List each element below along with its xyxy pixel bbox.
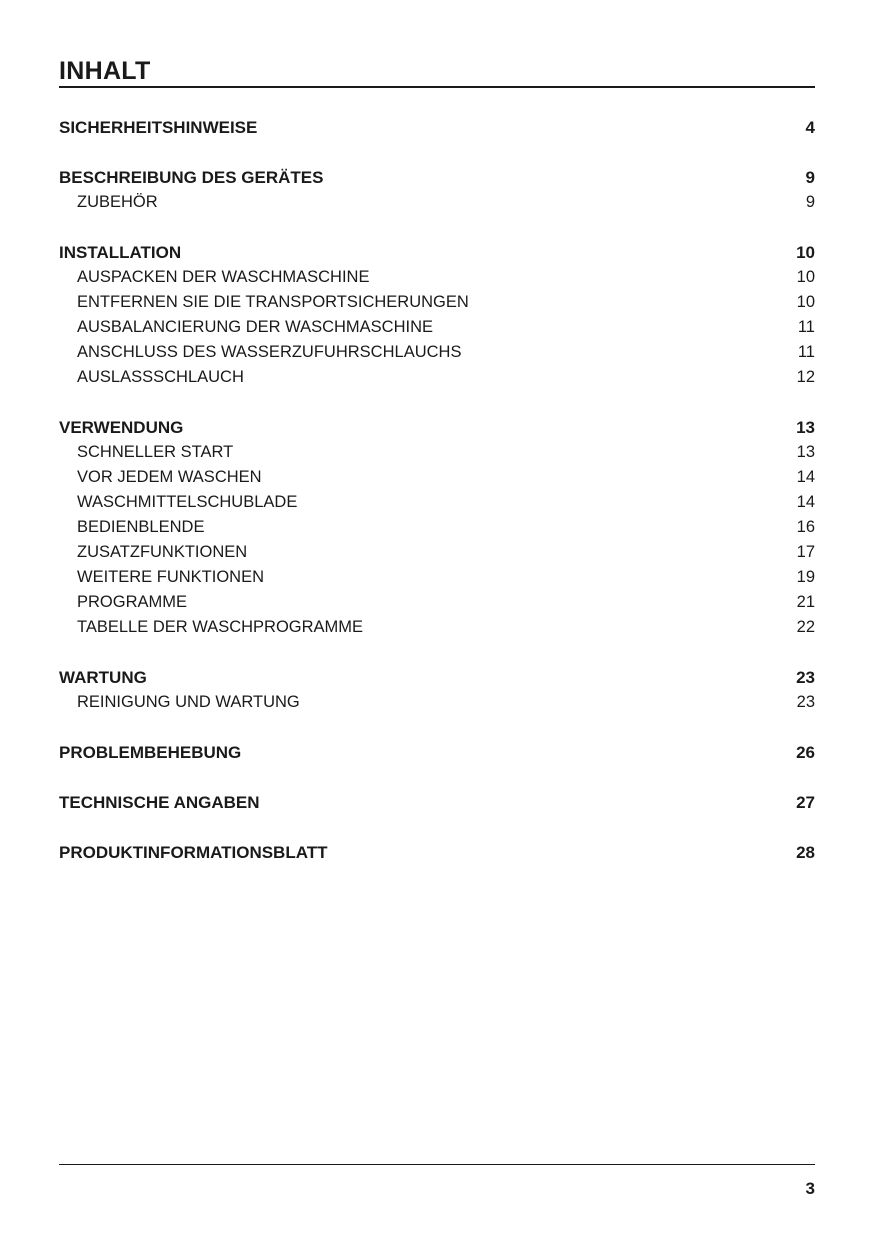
table-of-contents (59, 115, 815, 865)
toc-entry-page-number: 13 (796, 443, 815, 461)
footer-divider (59, 1164, 815, 1165)
toc-entry-label: REINIGUNG UND WARTUNG (77, 693, 300, 711)
toc-subsection-entry[interactable] (59, 440, 815, 465)
title-divider (59, 86, 815, 88)
toc-entry-page-number: 27 (796, 793, 815, 812)
toc-entry-page-number: 19 (796, 568, 815, 586)
toc-entry-page-number: 23 (796, 668, 815, 687)
toc-entry-label: ANSCHLUSS DES WASSERZUFUHRSCHLAUCHS (77, 343, 462, 361)
toc-entry-label: SCHNELLER START (77, 443, 234, 461)
toc-subsection-entry[interactable] (59, 515, 815, 540)
toc-subsection-entry[interactable] (59, 340, 815, 365)
toc-section-entry[interactable] (59, 165, 815, 190)
toc-section-entry[interactable] (59, 840, 815, 865)
toc-subsection-entry[interactable] (59, 690, 815, 715)
toc-entry-label: PRODUKTINFORMATIONSBLATT (59, 843, 328, 862)
toc-entry-page-number: 23 (796, 693, 815, 711)
toc-entry-page-number: 12 (796, 368, 815, 386)
toc-entry-page-number: 17 (796, 543, 815, 561)
toc-subsection-entry[interactable] (59, 590, 815, 615)
toc-entry-page-number: 22 (796, 618, 815, 636)
toc-entry-label: TECHNISCHE ANGABEN (59, 793, 260, 812)
toc-entry-page-number: 13 (796, 418, 815, 437)
toc-subsection-entry[interactable] (59, 190, 815, 215)
toc-section-entry[interactable] (59, 665, 815, 690)
toc-entry-label: PROBLEMBEHEBUNG (59, 743, 242, 762)
page-number: 3 (805, 1179, 815, 1198)
toc-entry-page-number: 10 (796, 243, 815, 262)
toc-entry-page-number: 26 (796, 743, 815, 762)
toc-entry-page-number: 21 (796, 593, 815, 611)
toc-entry-label: ZUSATZFUNKTIONEN (77, 543, 248, 561)
toc-subsection-entry[interactable] (59, 365, 815, 390)
toc-entry-page-number: 10 (796, 293, 815, 311)
toc-entry-label: ENTFERNEN SIE DIE TRANSPORTSICHERUNGEN (77, 293, 469, 311)
toc-entry-label: TABELLE DER WASCHPROGRAMME (77, 618, 364, 636)
toc-entry-label: AUSPACKEN DER WASCHMASCHINE (77, 268, 370, 286)
toc-subsection-entry[interactable] (59, 490, 815, 515)
toc-entry-label: WEITERE FUNKTIONEN (77, 568, 265, 586)
toc-subsection-entry[interactable] (59, 465, 815, 490)
page-title: INHALT (59, 57, 151, 85)
toc-subsection-entry[interactable] (59, 540, 815, 565)
toc-section-entry[interactable] (59, 240, 815, 265)
toc-entry-page-number: 14 (796, 468, 815, 486)
toc-subsection-entry[interactable] (59, 315, 815, 340)
toc-subsection-entry[interactable] (59, 565, 815, 590)
toc-entry-page-number: 9 (805, 193, 815, 211)
toc-entry-label: SICHERHEITSHINWEISE (59, 118, 258, 137)
toc-section-entry[interactable] (59, 790, 815, 815)
toc-entry-label: WARTUNG (59, 668, 147, 687)
toc-section-entry[interactable] (59, 740, 815, 765)
toc-entry-label: BEDIENBLENDE (77, 518, 205, 536)
toc-entry-page-number: 11 (797, 318, 815, 336)
toc-entry-label: AUSLASSSCHLAUCH (77, 368, 244, 386)
toc-entry-label: ZUBEHÖR (77, 193, 158, 211)
toc-entry-page-number: 10 (796, 268, 815, 286)
toc-entry-label: INSTALLATION (59, 243, 182, 262)
toc-entry-page-number: 28 (796, 843, 815, 862)
toc-subsection-entry[interactable] (59, 290, 815, 315)
toc-entry-page-number: 11 (797, 343, 815, 361)
toc-entry-label: AUSBALANCIERUNG DER WASCHMASCHINE (77, 318, 434, 336)
toc-entry-label: BESCHREIBUNG DES GERÄTES (59, 168, 324, 187)
toc-entry-label: WASCHMITTELSCHUBLADE (77, 493, 298, 511)
toc-entry-page-number: 4 (805, 118, 815, 137)
toc-section-entry[interactable] (59, 415, 815, 440)
toc-entry-label: VOR JEDEM WASCHEN (77, 468, 262, 486)
toc-subsection-entry[interactable] (59, 265, 815, 290)
toc-entry-page-number: 14 (796, 493, 815, 511)
toc-entry-label: PROGRAMME (77, 593, 188, 611)
toc-subsection-entry[interactable] (59, 615, 815, 640)
toc-entry-page-number: 9 (805, 168, 815, 187)
toc-section-entry[interactable] (59, 115, 815, 140)
toc-entry-label: VERWENDUNG (59, 418, 184, 437)
toc-entry-page-number: 16 (796, 518, 815, 536)
